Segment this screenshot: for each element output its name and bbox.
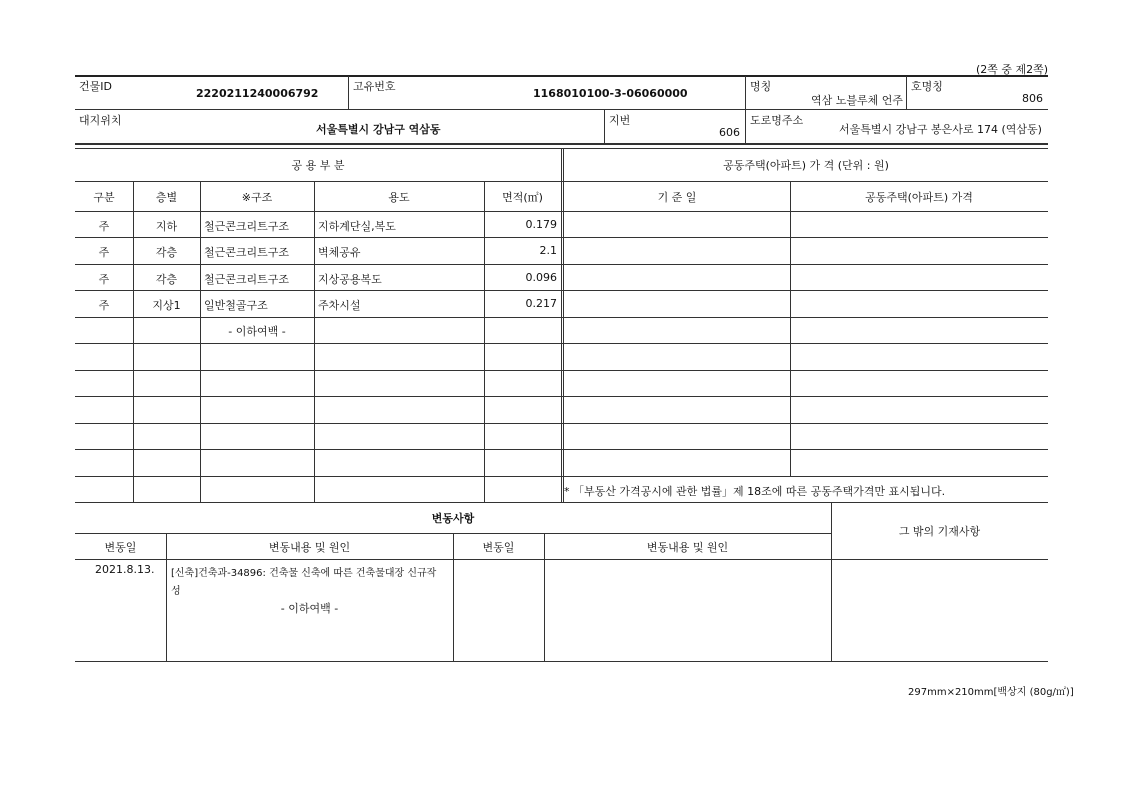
col-header-structure: ※구조 [241, 191, 273, 204]
header-top-border [75, 75, 1048, 77]
header-mid-border [75, 109, 1048, 110]
table-cell-area: 0.217 [525, 297, 557, 310]
col-header-floor: 층별 [155, 191, 178, 204]
name-label: 명칭 [750, 80, 772, 93]
building-id-label: 건물ID [79, 80, 112, 93]
lot-label: 지번 [609, 114, 631, 127]
table-cell-floor: 지하 [155, 220, 178, 233]
col-header-change-date: 변동일 [104, 541, 137, 554]
paper-spec: 297mm×210mm[백상지 (80g/㎡)] [908, 687, 1074, 698]
col-header-change-content: 변동내용 및 원인 [268, 541, 351, 554]
col-header-area: 면적(㎡) [502, 191, 543, 204]
road-address-value: 서울특별시 강남구 봉은사로 174 (역삼동) [839, 123, 1042, 136]
table-cell-structure: 철근콘크리트구조 [204, 273, 290, 286]
header-divider [348, 76, 349, 109]
col-header-change-date-2: 변동일 [482, 541, 515, 554]
col-header-usage: 용도 [388, 191, 410, 204]
header-divider [604, 110, 605, 143]
col-header-change-content-2: 변동내용 및 원인 [646, 541, 729, 554]
blank-marker: - 이하여백 - [228, 325, 286, 338]
price-footnote: * 「부동산 가격공시에 관한 법률」제 18조에 따른 공동주택가격만 표시됩니다. [564, 485, 946, 498]
common-area-title: 공 용 부 분 [291, 159, 345, 172]
column-divider [790, 182, 791, 476]
unit-name-label: 호명칭 [911, 80, 943, 93]
table-cell-usage: 벽체공유 [318, 246, 361, 259]
table-cell-type: 주 [98, 246, 110, 259]
site-label: 대지위치 [79, 114, 122, 127]
name-value: 역삼 노블루체 언주 [811, 94, 904, 107]
table-cell-type: 주 [98, 220, 110, 233]
page-indicator: (2쪽 중 제2쪽) [976, 63, 1049, 76]
table-cell-area: 0.179 [525, 218, 557, 231]
changes-bottom-border [75, 661, 1048, 662]
column-divider [200, 182, 201, 502]
road-address-label: 도로명주소 [750, 114, 804, 127]
price-title: 공동주택(아파트) 가 격 (단위 : 원) [723, 159, 889, 172]
header-divider [906, 76, 907, 109]
changes-rule [75, 559, 1048, 560]
table-cell-usage: 지상공용복도 [318, 273, 382, 286]
table-cell-usage: 주차시설 [318, 299, 361, 312]
table-cell-area: 0.096 [525, 271, 557, 284]
unit-name-value: 806 [1022, 92, 1043, 105]
unique-no-label: 고유번호 [353, 80, 396, 93]
change-entry-content-cont: 성 [171, 586, 181, 597]
col-header-base-date: 기 준 일 [657, 191, 697, 204]
header-divider [745, 76, 746, 109]
table-cell-floor: 각층 [155, 246, 178, 259]
col-header-housing-price: 공동주택(아파트) 가격 [865, 191, 973, 204]
table-cell-type: 주 [98, 299, 110, 312]
other-notes-title: 그 밖의 기재사항 [898, 525, 981, 538]
change-entry-date: 2021.8.13. [95, 563, 155, 576]
col-header-type: 구분 [93, 191, 115, 204]
lot-value: 606 [719, 126, 740, 139]
table-rule [75, 502, 1048, 503]
header-divider [745, 110, 746, 143]
change-entry-content: [신축]건축과-34896: 건축물 신축에 따른 건축물대장 신규작 [171, 568, 437, 579]
table-cell-area: 2.1 [539, 244, 557, 257]
table-cell-floor: 각층 [155, 273, 178, 286]
changes-blank-marker: - 이하여백 - [280, 602, 339, 615]
table-cell-structure: 철근콘크리트구조 [204, 220, 290, 233]
column-divider [561, 148, 562, 502]
table-cell-structure: 철근콘크리트구조 [204, 246, 290, 259]
table-cell-usage: 지하계단실,복도 [318, 220, 396, 233]
column-divider [314, 182, 315, 502]
changes-title: 변동사항 [431, 512, 475, 525]
table-cell-type: 주 [98, 273, 110, 286]
table-cell-floor: 지상1 [152, 299, 181, 312]
unique-no-value: 1168010100-3-06060000 [533, 87, 688, 100]
building-id-value: 2220211240006792 [196, 87, 319, 100]
site-value: 서울특별시 강남구 역삼동 [316, 123, 441, 136]
table-cell-structure: 일반철골구조 [204, 299, 268, 312]
